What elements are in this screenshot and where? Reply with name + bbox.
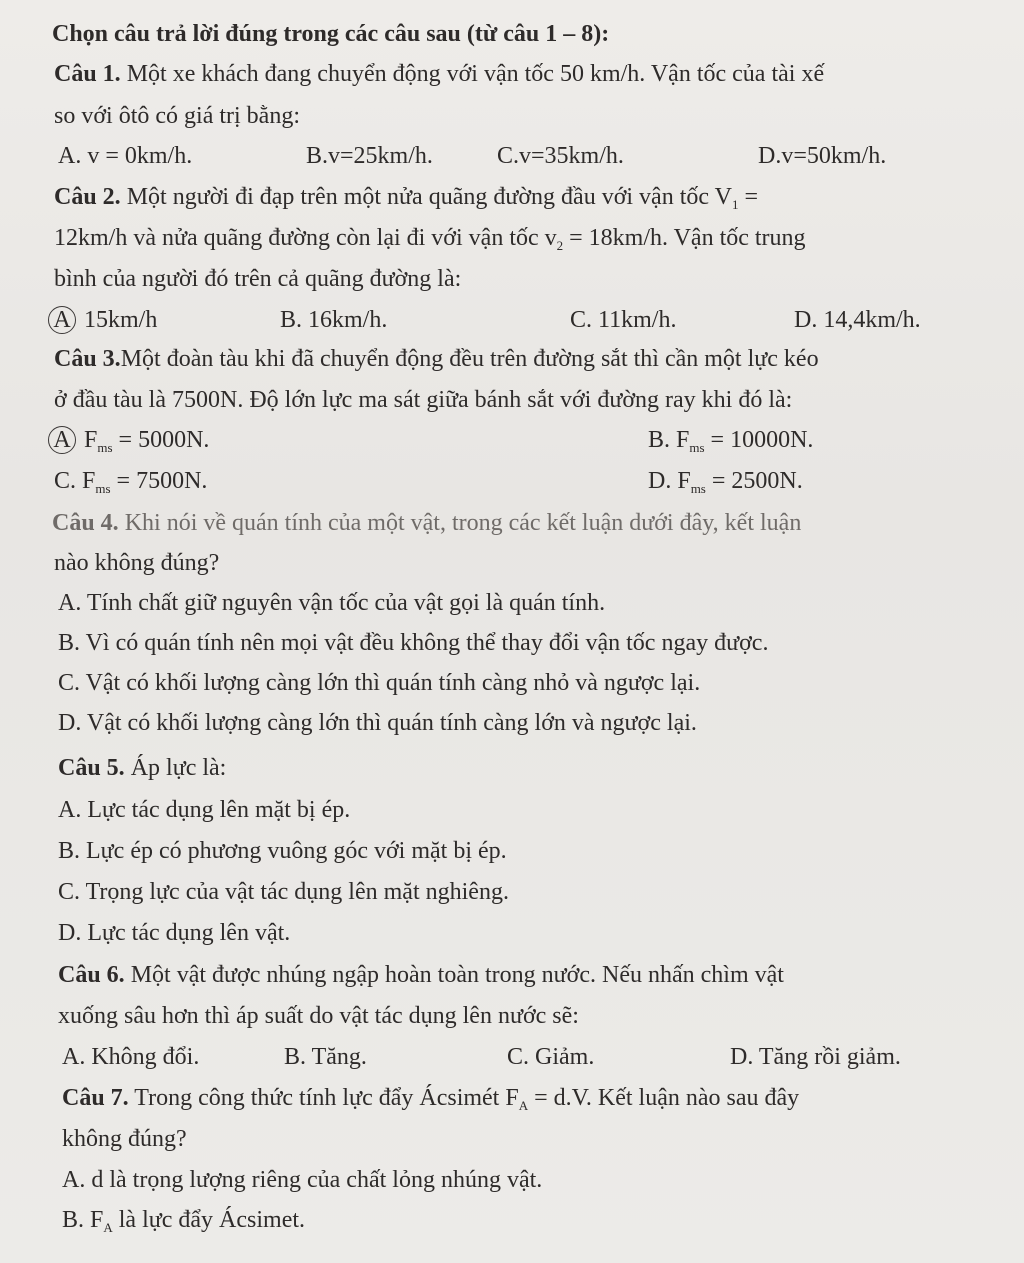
question-3-text: Một đoàn tàu khi đã chuyển động đều trên đường sắt thì cần một lực kéo bbox=[120, 346, 819, 372]
question-1-text: Một xe khách đang chuyển động với vận tốc 50 km/h. Vận tốc của tài xế bbox=[126, 61, 825, 87]
question-7-option-b bbox=[62, 1205, 305, 1243]
question-2-line-1 bbox=[54, 182, 758, 220]
question-3-option-c-value: = 7500N. bbox=[110, 468, 208, 494]
question-5-text: Áp lực là: bbox=[130, 755, 227, 781]
question-5-option-d: D. Lực tác dụng lên vật. bbox=[58, 920, 291, 946]
question-2-option-c: C. 11km/h. bbox=[570, 307, 677, 333]
question-5-label: Câu 5. bbox=[58, 755, 125, 781]
question-6-option-c: C. Giảm. bbox=[507, 1044, 595, 1070]
question-2-option-a-text: 15km/h bbox=[78, 307, 158, 333]
question-2-line-2-start: 12km/h và nửa quãng đường còn lại đi với vận tốc v bbox=[54, 225, 557, 251]
exam-heading: Chọn câu trả lời đúng trong các câu sau (từ câu 1 – 8): bbox=[52, 21, 610, 47]
fa-subscript: A bbox=[518, 1098, 529, 1113]
fms-symbol: D. F bbox=[648, 468, 691, 494]
question-3-option-b bbox=[648, 425, 813, 463]
question-2-option-a bbox=[52, 305, 157, 335]
question-7-label: Câu 7. bbox=[62, 1085, 129, 1111]
question-3-option-b-value: = 10000N. bbox=[704, 427, 814, 453]
question-6-label: Câu 6. bbox=[58, 962, 125, 988]
question-2-option-b: B. 16km/h. bbox=[280, 307, 388, 333]
fms-symbol: C. F bbox=[54, 468, 96, 494]
question-2-option-d: D. 14,4km/h. bbox=[794, 307, 921, 333]
question-4-option-b: B. Vì có quán tính nên mọi vật đều không thể thay đổi vận tốc ngay được. bbox=[58, 630, 769, 656]
question-1-label: Câu 1. bbox=[54, 61, 121, 87]
question-1-line-1 bbox=[54, 59, 824, 89]
question-4-option-c: C. Vật có khối lượng càng lớn thì quán tính càng nhỏ và ngược lại. bbox=[58, 670, 701, 696]
question-2-text-end: = bbox=[738, 184, 758, 210]
question-2-line-2-end: = 18km/h. Vận tốc trung bbox=[563, 225, 806, 251]
question-4-label: Câu 4. bbox=[52, 510, 119, 536]
fms-subscript: ms bbox=[95, 481, 111, 496]
question-2-line-3: bình của người đó trên cả quãng đường là: bbox=[54, 266, 462, 292]
question-7-text-end: = d.V. Kết luận nào sau đây bbox=[528, 1085, 800, 1111]
fms-subscript: ms bbox=[689, 440, 705, 455]
question-2-text: Một người đi đạp trên một nửa quãng đường đầu với vận tốc V bbox=[126, 184, 732, 210]
question-7-option-a: A. d là trọng lượng riêng của chất lỏng nhúng vật. bbox=[62, 1167, 543, 1193]
fa-symbol: B. F bbox=[62, 1207, 104, 1233]
question-4-option-a: A. Tính chất giữ nguyên vận tốc của vật gọi là quán tính. bbox=[58, 590, 606, 616]
answer-circle-mark: A bbox=[48, 426, 76, 454]
question-7-text: Trong công thức tính lực đẩy Ácsimét F bbox=[134, 1085, 519, 1111]
question-5-option-c: C. Trọng lực của vật tác dụng lên mặt nghiêng. bbox=[58, 879, 509, 905]
question-3-option-d bbox=[648, 466, 803, 504]
answer-circle-mark: A bbox=[48, 306, 76, 334]
question-3-line-1 bbox=[54, 344, 819, 374]
question-7-line-1 bbox=[62, 1083, 799, 1121]
fms-symbol: B. F bbox=[648, 427, 690, 453]
question-4-line-1 bbox=[52, 508, 801, 538]
question-2-label: Câu 2. bbox=[54, 184, 121, 210]
question-3-label: Câu 3. bbox=[54, 346, 121, 372]
question-3-option-a bbox=[52, 425, 209, 463]
question-7-line-2: không đúng? bbox=[62, 1126, 187, 1152]
question-2-line-2 bbox=[54, 223, 806, 261]
v2-subscript: 2 bbox=[556, 238, 564, 253]
question-1-option-c: C.v=35km/h. bbox=[497, 143, 624, 169]
question-6-option-b: B. Tăng. bbox=[284, 1044, 367, 1070]
question-7-option-b-text: là lực đẩy Ácsimet. bbox=[112, 1207, 306, 1233]
question-1-option-d: D.v=50km/h. bbox=[758, 143, 887, 169]
fms-symbol: F bbox=[78, 427, 98, 453]
question-6-option-a: A. Không đổi. bbox=[62, 1044, 200, 1070]
question-3-option-a-value: = 5000N. bbox=[112, 427, 210, 453]
question-1-line-2: so với ôtô có giá trị bằng: bbox=[54, 103, 300, 129]
fms-subscript: ms bbox=[97, 440, 113, 455]
question-4-line-2: nào không đúng? bbox=[54, 550, 220, 576]
fms-subscript: ms bbox=[690, 481, 706, 496]
question-5-option-b: B. Lực ép có phương vuông góc với mặt bị ép. bbox=[58, 838, 507, 864]
question-3-option-d-value: = 2500N. bbox=[705, 468, 803, 494]
question-5-line-1 bbox=[58, 753, 226, 783]
question-4-text: Khi nói về quán tính của một vật, trong các kết luận dưới đây, kết luận bbox=[124, 510, 802, 536]
question-6-line-2: xuống sâu hơn thì áp suất do vật tác dụng lên nước sẽ: bbox=[58, 1003, 579, 1029]
question-1-option-b: B.v=25km/h. bbox=[306, 143, 433, 169]
question-6-line-1 bbox=[58, 960, 784, 990]
fa-subscript: A bbox=[103, 1220, 113, 1235]
question-6-option-d: D. Tăng rồi giảm. bbox=[730, 1044, 901, 1070]
question-6-text: Một vật được nhúng ngập hoàn toàn trong nước. Nếu nhấn chìm vật bbox=[130, 962, 784, 988]
question-3-line-2: ở đầu tàu là 7500N. Độ lớn lực ma sát giữa bánh sắt với đường ray khi đó là: bbox=[54, 387, 793, 413]
question-3-option-c bbox=[54, 466, 207, 504]
question-1-option-a: A. v = 0km/h. bbox=[58, 143, 193, 169]
v1-subscript: 1 bbox=[731, 197, 739, 212]
question-4-option-d: D. Vật có khối lượng càng lớn thì quán tính càng lớn và ngược lại. bbox=[58, 710, 697, 736]
question-5-option-a: A. Lực tác dụng lên mặt bị ép. bbox=[58, 797, 351, 823]
